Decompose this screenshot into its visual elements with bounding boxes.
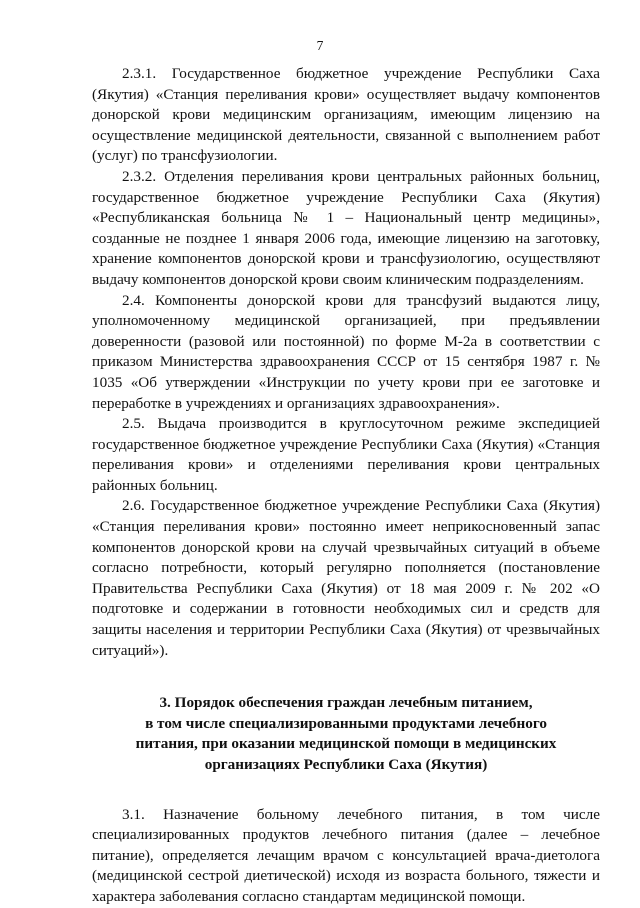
paragraph-2-3-2: 2.3.2. Отделения переливания крови центральных районных больниц, государственное бюджетное учреждение Республики Саха (Якутия) «Республиканская больница № 1 – Национальный центр медицины», созданные не позднее 1 января 2006 года, имеющие лицензию на заготовку, хранение компонентов донорской крови и трансфузиологию, осуществляют выдачу компонентов донорской крови своим клиническим подразделениям. (92, 167, 600, 288)
paragraph-3-1: 3.1. Назначение больному лечебного питания, в том числе специализированных продуктов лечебного питания (далее – лечебное питание), определяется лечащим врачом с консультацией врача-диетолога (медицинской сестрой диетической) исходя из возраста больного, тяжести и характера заболевания согласно стандартам медицинской помощи. (92, 805, 600, 905)
document-body (92, 64, 600, 908)
paragraph-2-5: 2.5. Выдача производится в круглосуточном режиме экспедицией государственное бюджетное учреждение Республики Саха (Якутия) «Станция переливания крови» и отделениями переливания крови центральных районных больниц. (92, 415, 600, 494)
section-heading-line: в том числе специализированными продуктами лечебного (145, 714, 547, 732)
section-heading-line: организациях Республики Саха (Якутия) (204, 756, 488, 773)
paragraph-2-4: 2.4. Компоненты донорской крови для трансфузий выдаются лицу, уполномоченному медицинской организацией, при предъявлении доверенности (разовой или постоянной) по форме М-2а в соответствии с приказом Министерства здравоохранения СССР от 15 сентября 1987 г. № 1035 «Об утверждении «Инструкции по учету крови при ее заготовке и переработке в учреждениях и организациях здравоохранения». (92, 291, 600, 412)
section-heading-line: 3. Порядок обеспечения граждан лечебным питанием, (159, 694, 533, 712)
paragraph-2-6: 2.6. Государственное бюджетное учреждение Республики Саха (Якутия) «Станция переливания крови» постоянно имеет неприкосновенный запас компонентов донорской крови на случай чрезвычайных ситуаций в объеме согласно потребности, который регулярно пополняется (постановление Правительства Республики Саха (Якутия) от 18 мая 2009 г. № 202 «О подготовке и содержании в готовности необходимых сил и средств для защиты населения и территории Республики Саха (Якутия) от чрезвычайных ситуаций»). (92, 497, 600, 659)
section-3-heading (92, 693, 600, 775)
section-heading-line: питания, при оказании медицинской помощи в медицинских (135, 735, 557, 753)
page-number: 7 (316, 38, 324, 53)
paragraph-2-3-1: 2.3.1. Государственное бюджетное учреждение Республики Саха (Якутия) «Станция переливания крови» осуществляет выдачу компонентов донорской крови медицинским организациям, имеющим лицензию на осуществление медицинской деятельности, связанной с выполнением работ (услуг) по трансфузиологии. (92, 65, 600, 165)
